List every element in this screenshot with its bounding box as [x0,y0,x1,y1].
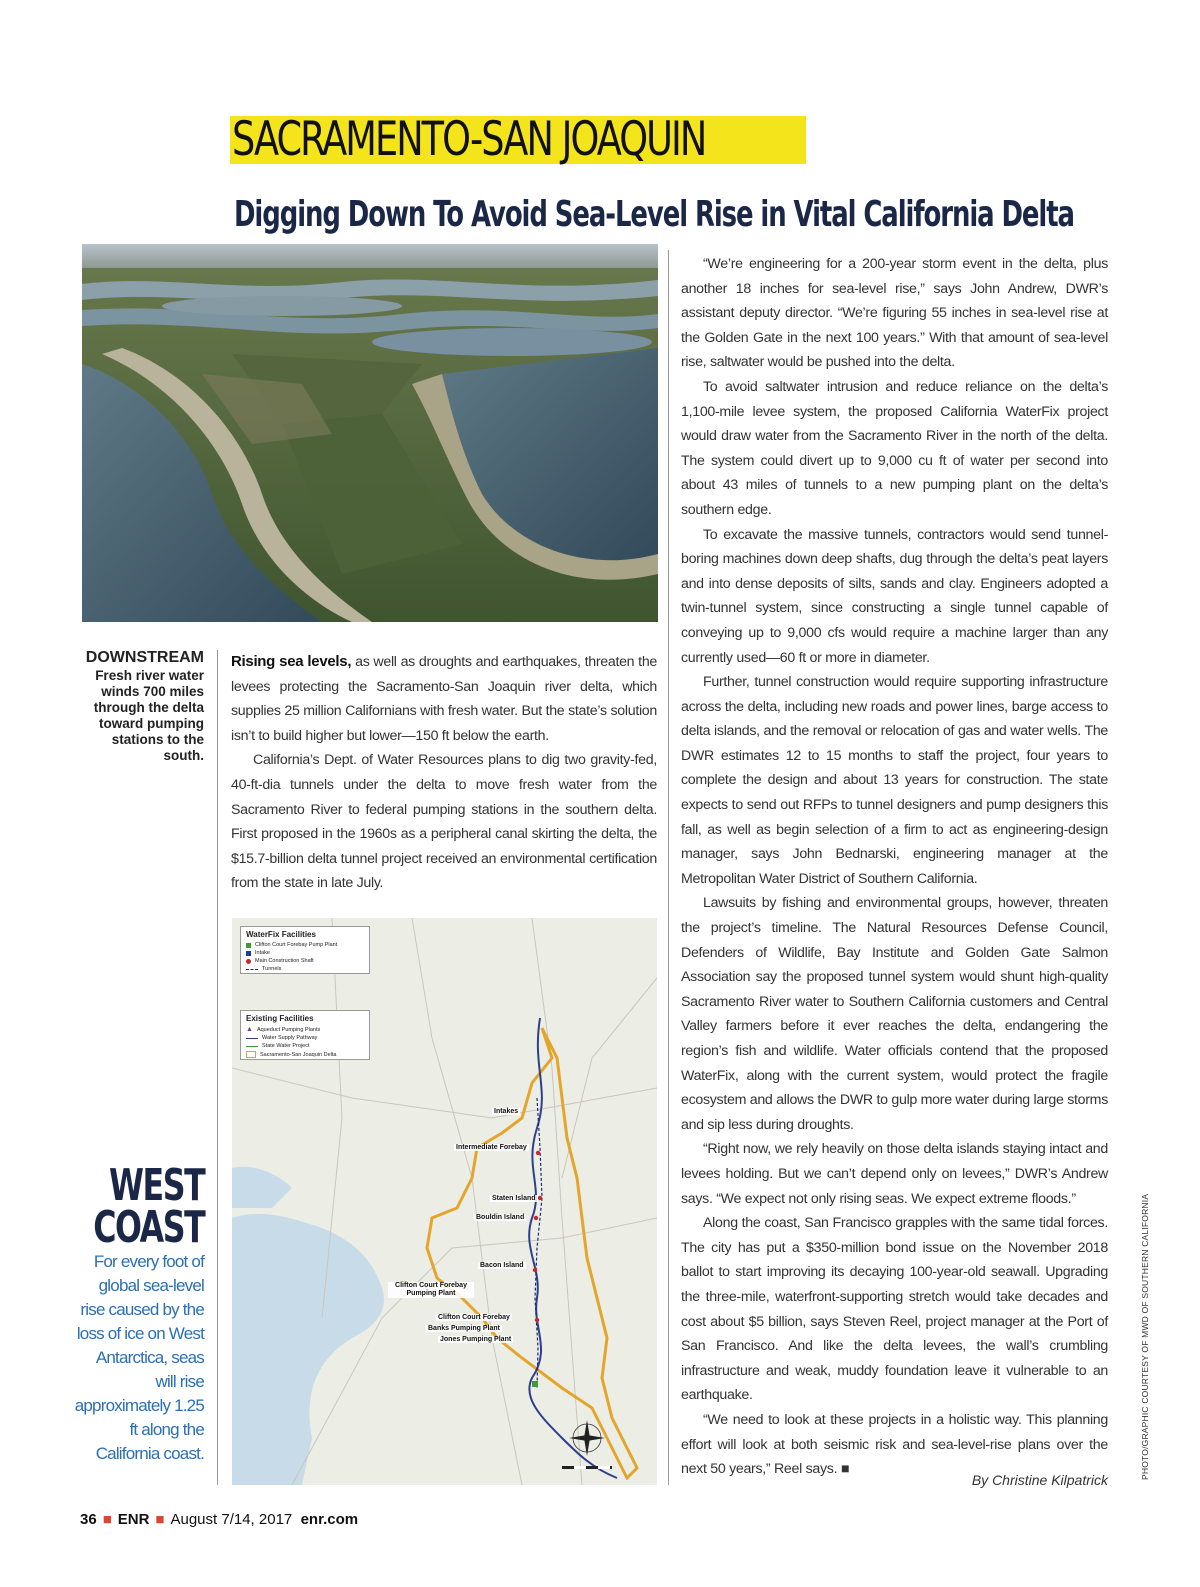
separator-icon: ■ [155,1511,165,1528]
article-column-2 [681,252,1108,1482]
paragraph: To avoid saltwater intrusion and reduce reliance on the delta’s 1,100-mile levee system, the proposed California WaterFix project would draw water from the Sacramento River in the north of the delta. The system could divert up to 9,000 cu ft of water per second into about 43 miles of tunnels to a new pumping plant on the delta’s southern edge. [681,378,1108,518]
map-label-jones: Jones Pumping Plant [440,1336,512,1343]
page-footer [80,1511,358,1528]
footer-date: August 7/14, 2017 [170,1511,293,1528]
map-legend-existing [240,1010,370,1060]
map-label-clifton-plant: Clifton Court Forebay Pumping Plant [388,1282,474,1298]
page-headline: Digging Down To Avoid Sea-Level Rise in Vital California Delta [234,194,1074,235]
state-project-icon [246,1046,258,1047]
legend-label: Tunnels [262,966,282,972]
map-label-clifton-forebay: Clifton Court Forebay [438,1314,510,1321]
legend-label: State Water Project [262,1043,310,1049]
legend-item [241,1034,369,1042]
paragraph: California’s Dept. of Water Resources plans to dig two gravity-fed, 40-ft-dia tunnels under the delta to move fresh water from the Sacramento River to federal pumping stations in the southern delta. First proposed in the 1960s as a peripheral canal skirting the delta, the $15.7-billion delta tunnel project received an environmental certification from the state in late July. [231,752,657,892]
map-legend-waterfix [240,926,370,974]
photo-credit: PHOTO/GRAPHIC COURTESY OF MWD OF SOUTHERN CALIFORNIA [1140,1193,1150,1480]
paragraph: Along the coast, San Francisco grapples with the same tidal forces. The city has put a $350-million bond issue on the November 2018 ballot to start improving its decaying 100-year-old seawall. Upgrading the three-mile, waterfront-supporting stretch would take decades and cost about $5 billion, says Steven Reel, project manager at the Port of San Francisco. And like the delta levees, the wall’s crumbling infrastructure and weak, muddy foundation leave it vulnerable to an earthquake. [681,1215,1108,1404]
separator-icon: ■ [102,1511,112,1528]
paragraph: Further, tunnel construction would require supporting infrastructure across the delta, including new roads and power lines, barge access to delta islands, and the removal or relocation of gas and water wells. The DWR estimates 12 to 15 months to staff the project, four years to complete the design and about 13 years for construction. The state expects to send out RFPs to tunnel designers and pump designers this fall, as well as begin selection of a firm to act as engineering-design manager, says John Bednarski, engineering manager at the Metropolitan Water District of Southern California. [681,674,1108,887]
legend-item [241,1025,369,1034]
map-graphic [232,918,657,1485]
legend-title: Existing Facilities [246,1014,314,1023]
legend-label: Sacramento-San Joaquin Delta [260,1051,337,1058]
photo-caption [74,650,204,764]
paragraph-lead: Rising sea levels, [231,653,352,670]
aerial-photo [82,244,658,622]
footer-brand: ENR [117,1511,150,1528]
section-title: SACRAMENTO-SAN JOAQUIN [232,112,706,167]
map-label-bacon: Bacon Island [480,1262,524,1269]
sidebar-heading [92,1160,204,1253]
paragraph: To excavate the massive tunnels, contractors would send tunnel-boring machines down deep shafts, dug through the delta’s peat layers and into dense deposits of silts, sands and clay. Engineers adopted a twin-tunnel system, since constructing a single tunnel capable of conveying up to 9,000 cfs would require a machine larger than any currently used—60 ft or more in diameter. [681,526,1108,666]
legend-item [241,1050,369,1059]
map-label-bouldin: Bouldin Island [476,1214,525,1221]
caption-text: Fresh river water winds 700 miles through the delta toward pumping stations to the south. [93,668,204,763]
article-column-1 [231,650,657,896]
map-label-forebay: Intermediate Forebay [456,1144,527,1151]
triangle-icon: ▲ [246,1026,253,1033]
shaft-icon [246,959,251,964]
sidebar-heading-line: COAST [92,1202,204,1253]
legend-title: WaterFix Facilities [246,930,316,939]
legend-label: Clifton Court Forebay Pump Plant [255,942,338,948]
byline: By Christine Kilpatrick [971,1472,1108,1488]
sidebar-text: For every foot of global sea-level rise caused by the loss of ice on West Antarctica, seas will rise approximately 1.25 ft along the California coast. [74,1252,204,1463]
legend-item [241,941,369,949]
map-label-banks: Banks Pumping Plant [428,1325,500,1332]
paragraph-text: as well as droughts and earthquakes, threaten the levees protecting the Sacramento-San Joaquin river delta, which supplies 25 million Californians with fresh water. But the state’s solution isn’t to build higher but lower—150 ft below the earth. [231,654,658,744]
column-rule-right [668,250,669,1485]
legend-item [241,1042,369,1050]
legend-label: Intake [255,950,270,956]
sidebar-heading-line: WEST [108,1160,204,1211]
pump-plant-icon [246,943,251,948]
water-path-icon [246,1038,258,1039]
legend-label: Aqueduct Pumping Plants [256,1026,321,1033]
map-label-staten: Staten Island [492,1195,536,1202]
paragraph [231,650,657,748]
footer-site[interactable]: enr.com [300,1511,359,1528]
map-label-intakes: Intakes [494,1108,519,1115]
paragraph: “Right now, we rely heavily on those delta islands staying intact and levees holding. But we can’t depend only on levees,” DWR’s Andrew says. “We expect not only rising seas. We expect extreme floods.” [681,1141,1108,1207]
paragraph: Lawsuits by fishing and environmental groups, however, threaten the project’s timeline. The Natural Resources Defense Council, Defenders of Wildlife, Bay Institute and Golden Gate Salmon Association say the proposed tunnel system would shunt high-quality Sacramento River water to Southern California customers and Central Valley farmers before it ever reaches the delta, endangering the region’s fish and wildlife. Water officials contend that the proposed WaterFix, along with the current system, would protect the fragile ecosystem and allows the DWR to gulp more water during large storms and sip less during droughts. [681,895,1108,1133]
legend-item [241,965,369,973]
caption-lead: DOWNSTREAM [85,649,204,666]
legend-label: Water Supply Pathway [262,1035,318,1041]
legend-item [241,957,369,965]
tunnel-line-icon [246,969,258,970]
legend-item [241,949,369,957]
paragraph: “We’re engineering for a 200-year storm event in the delta, plus another 18 inches for sea-level rise,” says John Andrew, DWR’s assistant deputy director. “We’re figuring 55 inches in sea-level rise at the Golden Gate in the next 100 years.” With that amount of sea-level rise, saltwater would be pushed into the delta. [681,256,1108,371]
delta-map [232,918,657,1485]
intake-icon [246,951,251,956]
legend-label: Main Construction Shaft [255,958,314,964]
page-number: 36 [80,1511,97,1528]
column-rule-left [217,650,218,1485]
delta-outline-icon [246,1051,256,1058]
paragraph: “We need to look at these projects in a holistic way. This planning effort will look at both seismic risk and sea-level-rise plans over the next 50 years,” Reel says. ■ [681,1411,1108,1478]
delta-aerial-image [82,244,658,622]
